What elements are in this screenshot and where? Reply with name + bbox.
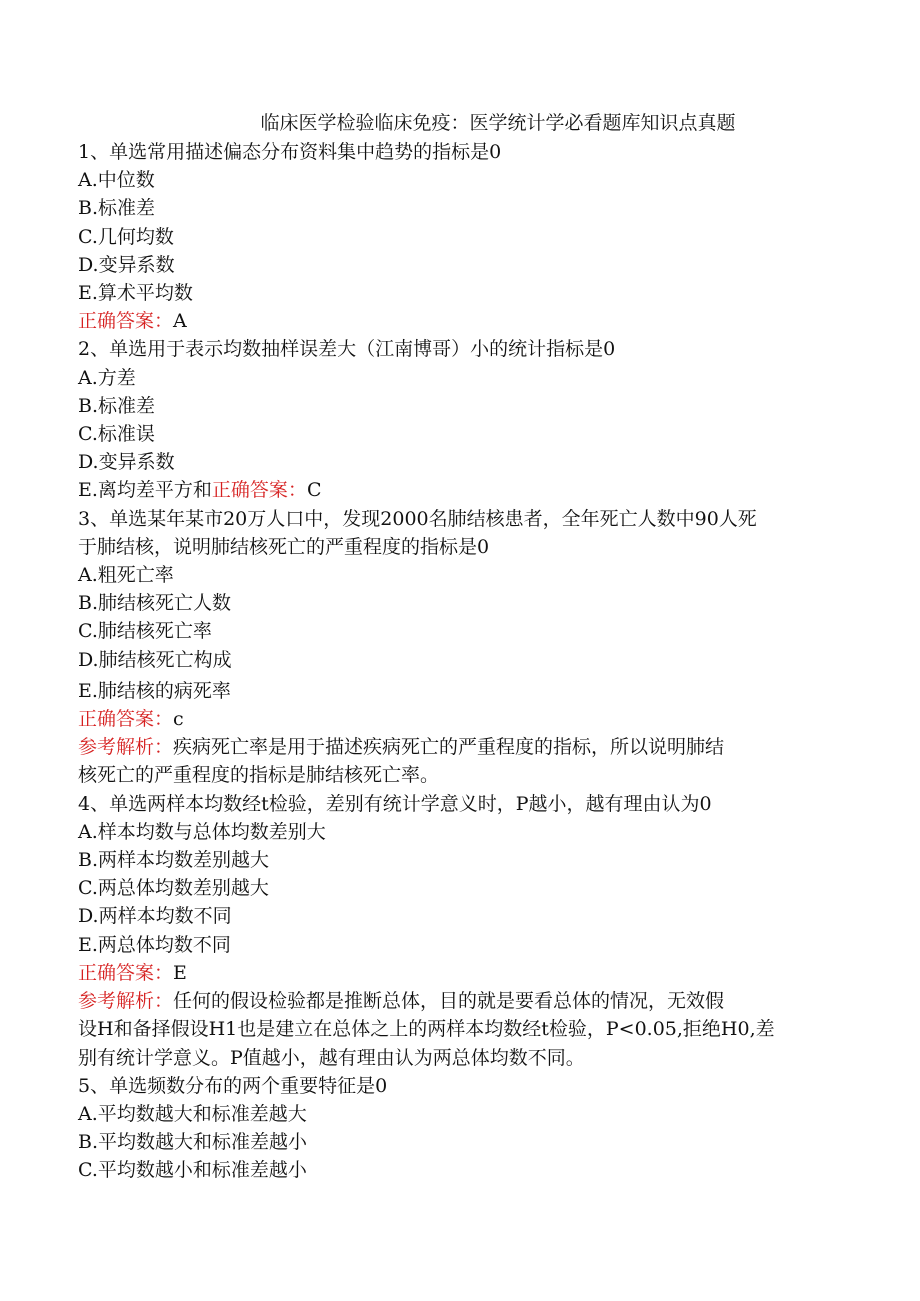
- option-e: E.两总体均数不同: [78, 933, 231, 956]
- option-c: C.平均数越小和标准差越小: [78, 1159, 307, 1182]
- option-e: E.肺结核的病死率: [78, 679, 231, 702]
- question-5: [78, 1072, 838, 1185]
- option-c: C.标准误: [78, 423, 155, 446]
- option-c: C.几何均数: [78, 225, 174, 248]
- option-b: B.标准差: [78, 394, 156, 417]
- option-e: E.离均差平方和: [78, 479, 212, 502]
- option-a: A.平均数越大和标准差越大: [78, 1102, 307, 1125]
- answer-value: E: [173, 961, 187, 984]
- option-d: D.两样本均数不同: [78, 905, 232, 928]
- question-1: [78, 138, 838, 335]
- option-b: B.标准差: [78, 197, 156, 220]
- answer-value: A: [173, 310, 187, 333]
- analysis-line-1: [78, 733, 838, 761]
- question-4: [78, 790, 838, 1072]
- analysis-line-2: 核死亡的严重程度的指标是肺结核死亡率。: [78, 764, 440, 787]
- option-c: C.两总体均数差别越大: [78, 877, 269, 900]
- option-a: A.粗死亡率: [78, 564, 174, 587]
- question-stem: 1、单选常用描述偏态分布资料集中趋势的指标是0: [78, 141, 502, 163]
- analysis-label: 参考解析：: [78, 990, 174, 1013]
- question-stem: 5、单选频数分布的两个重要特征是0: [78, 1074, 388, 1097]
- question-stem-line-2: 于肺结核，说明肺结核死亡的严重程度的指标是0: [78, 535, 490, 558]
- answer-line: [78, 959, 838, 987]
- question-stem: 2、单选用于表示均数抽样误差大（江南博哥）小的统计指标是0: [78, 338, 616, 361]
- question-3: [78, 505, 838, 790]
- option-d: D.变异系数: [78, 451, 175, 474]
- option-a: A.方差: [78, 366, 136, 389]
- question-stem-line-1: 3、单选某年某市20万人口中，发现2000名肺结核患者，全年死亡人数中90人死: [78, 507, 757, 530]
- option-d: D.变异系数: [78, 253, 175, 276]
- option-e-with-answer: [78, 476, 838, 504]
- answer-value: c: [173, 708, 184, 731]
- option-d: D.肺结核死亡构成: [78, 648, 232, 671]
- analysis-label: 参考解析：: [78, 736, 174, 759]
- option-b: B.平均数越大和标准差越小: [78, 1131, 308, 1154]
- answer-label: 正确答案：: [78, 708, 174, 731]
- answer-value: C: [306, 479, 322, 502]
- option-b: B.肺结核死亡人数: [78, 592, 232, 615]
- analysis-text: 任何的假设检验都是推断总体，目的就是要看总体的情况，无效假: [173, 990, 725, 1013]
- option-a: A.中位数: [78, 169, 155, 192]
- document-page: [78, 108, 838, 1185]
- answer-label: 正确答案：: [78, 961, 174, 984]
- analysis-line-3: 别有统计学意义。P值越小，越有理由认为两总体均数不同。: [78, 1046, 585, 1069]
- option-a: A.样本均数与总体均数差别大: [78, 820, 326, 843]
- answer-line: [78, 307, 838, 335]
- question-stem: 4、单选两样本均数经t检验，差别有统计学意义时，P越小，越有理由认为0: [78, 792, 712, 815]
- analysis-line-2: 设H和备择假设H1也是建立在总体之上的两样本均数经t检验，P<0.05,拒绝H0,差: [78, 1018, 775, 1041]
- analysis-text: 疾病死亡率是用于描述疾病死亡的严重程度的指标，所以说明肺结: [173, 736, 725, 759]
- question-2: [78, 335, 838, 504]
- answer-label: 正确答案：: [78, 310, 174, 333]
- analysis-line-1: [78, 987, 838, 1015]
- document-title: 临床医学检验临床免疫：医学统计学必看题库知识点真题: [260, 112, 736, 134]
- option-b: B.两样本均数差别越大: [78, 849, 270, 872]
- option-c: C.肺结核死亡率: [78, 620, 212, 643]
- answer-line: [78, 705, 838, 733]
- answer-label: 正确答案：: [211, 479, 307, 502]
- option-e: E.算术平均数: [78, 282, 193, 305]
